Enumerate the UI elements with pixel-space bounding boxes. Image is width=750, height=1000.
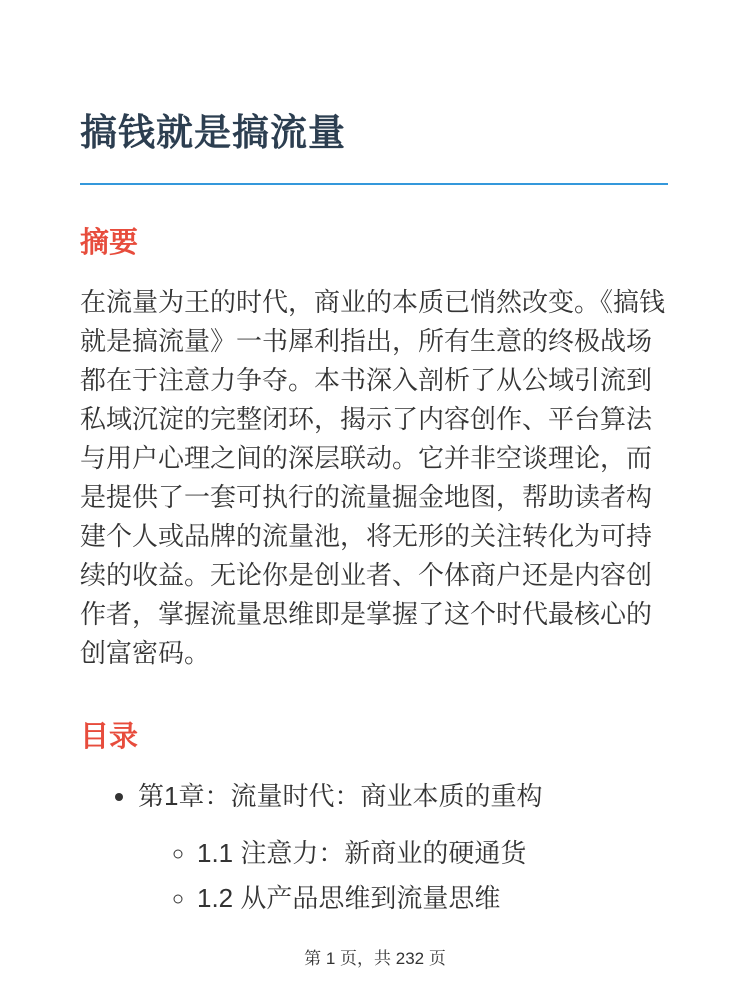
- toc-list: [80, 779, 668, 915]
- page-title: 搞钱就是搞流量: [80, 110, 668, 185]
- toc-heading: 目录: [80, 721, 139, 753]
- abstract-paragraph: 在流量为王的时代，商业的本质已悄然改变。《搞钱就是搞流量》一书犀利指出，所有生意的终极战场都在于注意力争夺。本书深入剖析了从公域引流到私域沉淀的完整闭环，揭示了内容创作、平台算法与用户心理之间的深层联动。它并非空谈理论，而是提供了一套可执行的流量掘金地图，帮助读者构建个人或品牌的流量池，将无形的关注转化为可持续的收益。无论你是创业者、个体商户还是内容创作者，掌握流量思维即是掌握了这个时代最核心的创富密码。: [80, 287, 666, 668]
- toc-chapter-item: [138, 779, 668, 915]
- toc-section-item: ◦ 1.2 从产品思维到流量思维: [197, 881, 668, 915]
- toc-sub-list: [138, 836, 668, 915]
- toc-section-item: ◦ 1.1 注意力：新商业的硬通货: [197, 836, 668, 870]
- toc-chapter-label: 第1章：流量时代：商业本质的重构: [138, 781, 543, 811]
- abstract-heading: 摘要: [80, 227, 139, 259]
- page-footer: 第 1 页，共 232 页: [304, 949, 446, 968]
